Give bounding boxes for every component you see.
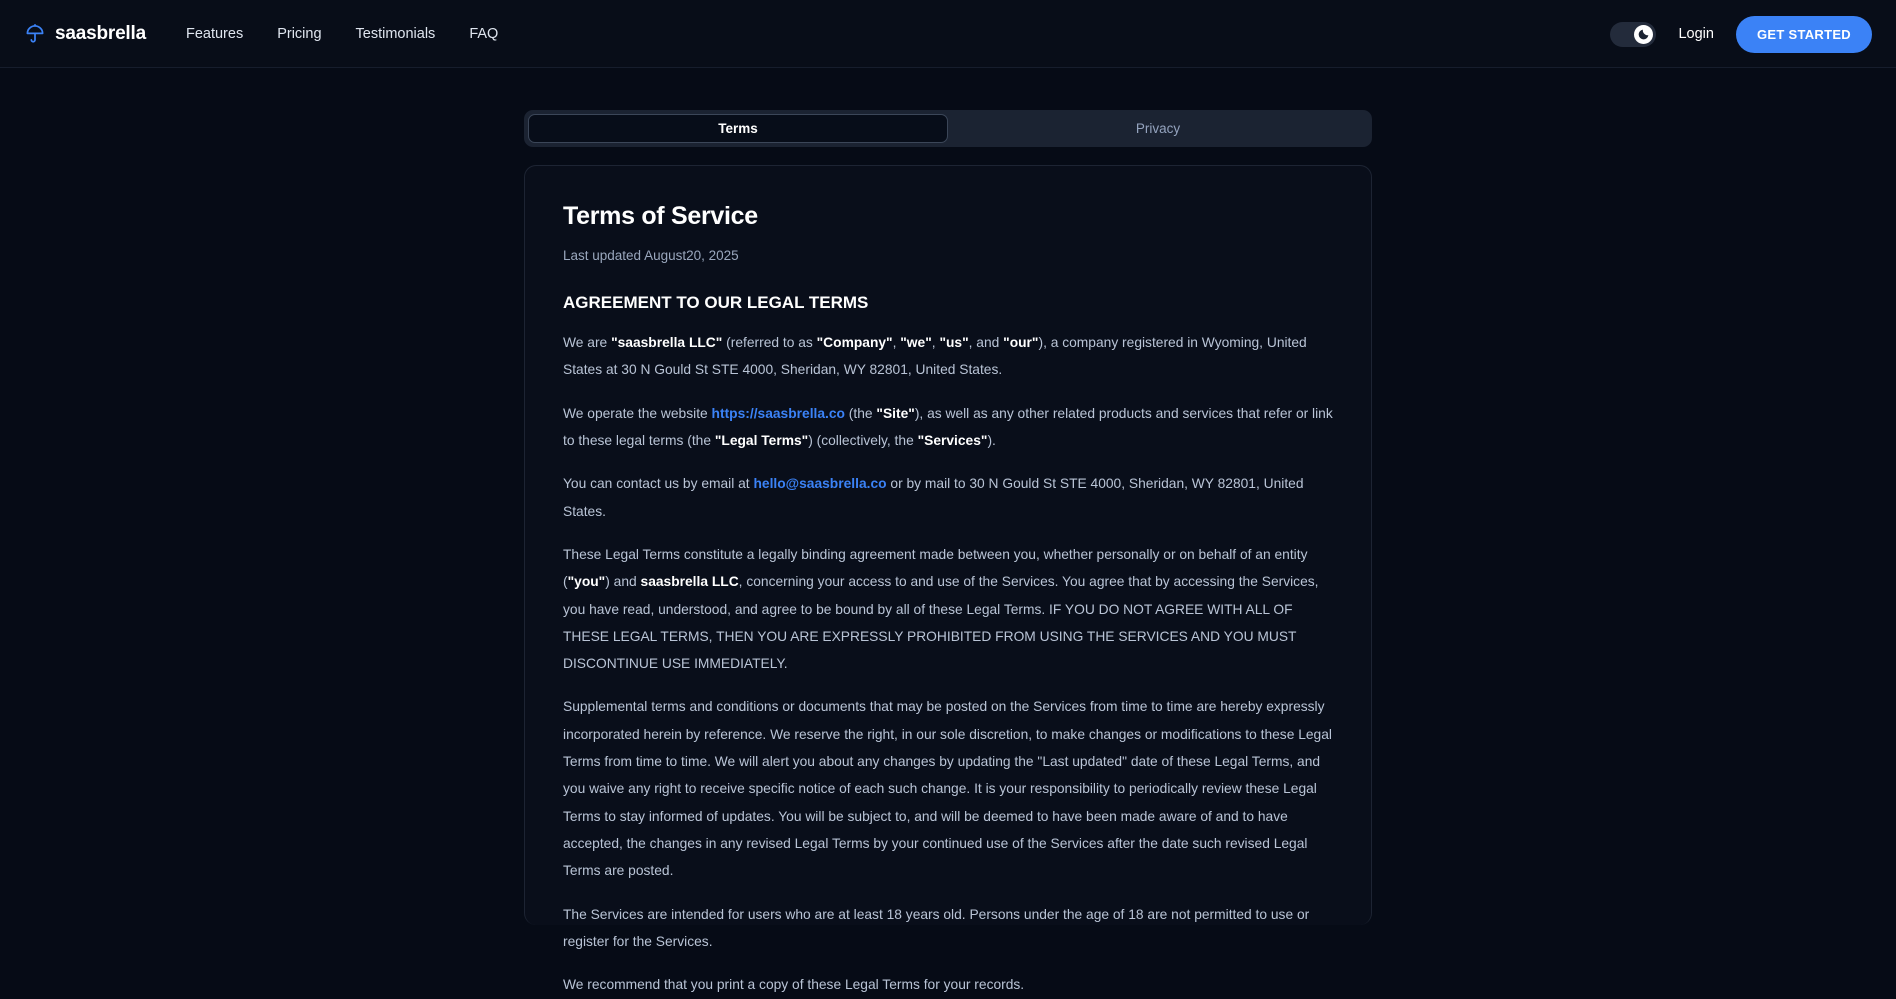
term-site: "Site"	[876, 405, 915, 421]
paragraph-website	[563, 400, 1333, 455]
text-fragment: ) and	[605, 574, 641, 590]
term-legal-terms: "Legal Terms"	[714, 432, 809, 448]
term-company-llc: saasbrella LLC	[640, 574, 739, 590]
text-fragment: You can contact us by email at	[563, 476, 754, 492]
text-fragment: ) (collectively, the	[808, 432, 918, 448]
moon-icon	[1637, 28, 1650, 41]
text-fragment: , concerning your access to and use of the Services. You agree that by accessing the Services, you have read, understood, and agree to be bound by all of these Legal Terms. IF YOU DO NOT AGREE WITH ALL OF THESE LEGAL TERMS, THEN YOU ARE EXPRESSLY PROHIBITED FROM USING THE SERVICES AND YOU MUST DISCONTINUE USE IMMEDIATELY.	[563, 574, 1319, 672]
brand-logo[interactable]	[24, 23, 146, 45]
last-updated-text: Last updated August20, 2025	[563, 248, 739, 263]
text-fragment: ), as well as any other related products and services that refer or link to these legal terms (the	[563, 405, 1333, 448]
text-fragment: We operate the website	[563, 405, 712, 421]
text-fragment: , and	[968, 335, 1004, 350]
text-fragment: ), a company registered in Wyoming, United States at 30 N Gould St STE 4000, Sheridan, WY 82801, United States.	[563, 335, 1307, 378]
text-fragment: We are	[563, 335, 612, 350]
text-fragment: ,	[931, 335, 940, 350]
legal-document-card	[524, 165, 1372, 993]
paragraph-company-info	[563, 329, 1333, 384]
legal-tabs	[524, 110, 1372, 147]
text-fragment: ,	[892, 335, 901, 350]
paragraph-supplemental-terms: Supplemental terms and conditions or documents that may be posted on the Services from time to time are hereby expressly incorporated herein by reference. We reserve the right, in our sole discretion, to make changes or modifications to these Legal Terms from time to time. We will alert you about any changes by updating the "Last updated" date of these Legal Terms, and you waive any right to receive specific notice of each such change. It is your responsibility to periodically review these Legal Terms to stay informed of updates. You will be subject to, and will be deemed to have been made aware of and to have accepted, the changes in any revised Legal Terms by your continued use of the Services after the date such revised Legal Terms are posted.	[563, 699, 1332, 879]
term-you: "you"	[567, 574, 606, 590]
page-title: Terms of Service	[563, 202, 758, 230]
header-actions	[1610, 0, 1872, 68]
login-link[interactable]: Login	[1678, 26, 1714, 42]
term-company-legal-name: "saasbrella LLC"	[611, 335, 723, 350]
term-us: "us"	[939, 335, 969, 350]
tab-terms[interactable]: Terms	[528, 114, 948, 143]
text-fragment: or by mail to 30 N Gould St STE 4000, Sheridan, WY 82801, United States.	[563, 476, 1304, 519]
term-company: "Company"	[816, 335, 893, 350]
paragraph-age-requirement: The Services are intended for users who are at least 18 years old. Persons under the age of 18 are not permitted to use or register for the Services.	[563, 906, 1310, 949]
theme-toggle[interactable]	[1610, 22, 1656, 47]
brand-name: saasbrella	[55, 22, 146, 44]
nav-item-features[interactable]: Features	[185, 25, 244, 42]
term-our: "our"	[1003, 335, 1039, 350]
theme-toggle-knob	[1634, 25, 1653, 44]
text-fragment: These Legal Terms constitute a legally binding agreement made between you, whether personally or on behalf of an entity (	[563, 546, 1308, 590]
tab-privacy[interactable]: Privacy	[948, 114, 1368, 143]
site-header	[0, 0, 1896, 68]
paragraph-print-recommendation: We recommend that you print a copy of these Legal Terms for your records.	[563, 977, 1025, 993]
term-we: "we"	[900, 335, 932, 350]
text-fragment: (the	[844, 405, 877, 421]
term-services: "Services"	[917, 432, 988, 448]
contact-email-link[interactable]: hello@saasbrella.co	[753, 476, 887, 492]
nav-item-pricing[interactable]: Pricing	[277, 25, 322, 42]
section-heading-agreement: AGREEMENT TO OUR LEGAL TERMS	[563, 293, 869, 312]
paragraph-binding-agreement	[563, 541, 1333, 678]
nav-item-testimonials[interactable]: Testimonials	[355, 25, 436, 42]
text-fragment: (referred to as	[722, 335, 817, 350]
umbrella-icon	[24, 23, 46, 45]
content-wrap	[524, 68, 1372, 993]
get-started-button[interactable]: GET STARTED	[1736, 16, 1872, 53]
page-body	[0, 68, 1896, 993]
nav-item-faq[interactable]: FAQ	[469, 25, 499, 42]
text-fragment: ).	[987, 432, 996, 448]
site-url-link[interactable]: https://saasbrella.co	[711, 405, 845, 421]
paragraph-contact	[563, 470, 1333, 525]
main-nav	[186, 26, 498, 42]
